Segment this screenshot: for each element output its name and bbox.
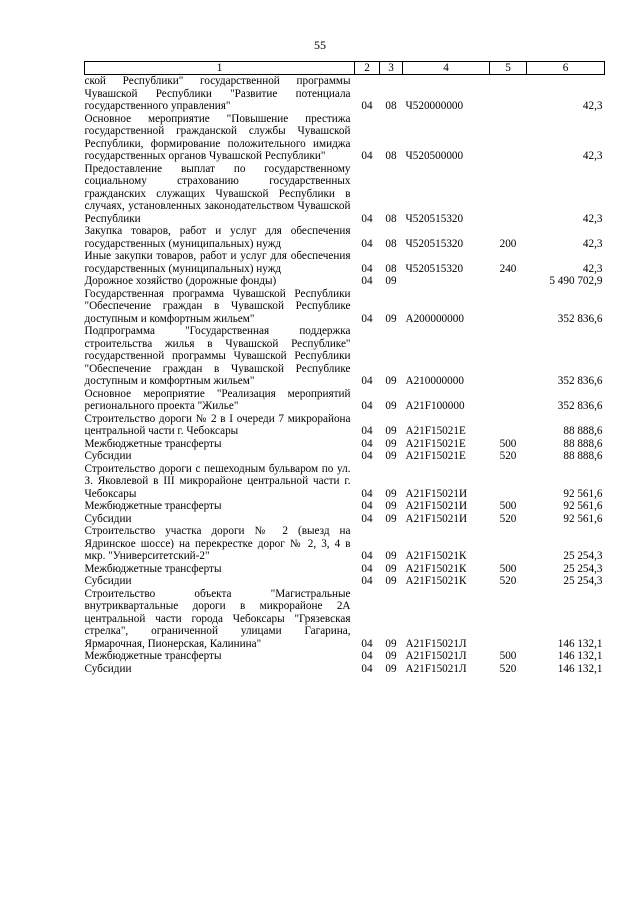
row-name: Строительство дороги с пешеходным бульваром по ул. З. Яковлевой в III микрорайоне центральной части г. Чебоксары (84, 462, 351, 500)
row-amount: 92 561,6 (563, 512, 603, 525)
row-section: 04 (361, 237, 373, 250)
row-amount: 146 132,1 (557, 637, 603, 650)
row-name: Строительство дороги № 2 в I очереди 7 микрорайона центральной части г. Чебоксары (84, 412, 351, 437)
table-row (85, 275, 605, 288)
header-col-expense-type: 5 (490, 62, 527, 75)
row-subsection: 09 (385, 650, 397, 662)
table-row (85, 388, 605, 413)
row-expense-type (490, 388, 527, 413)
header-col-amount: 6 (527, 62, 605, 75)
row-expense-type: 520 (499, 450, 517, 462)
budget-table (84, 61, 605, 675)
row-name: Государственная программа Чувашской Республики "Обеспечение граждан в Чувашской Республике доступным и комфортным жильем" (84, 287, 351, 325)
row-section: 04 (361, 100, 373, 112)
row-name: Подпрограмма "Государственная поддержка строительства жилья в Чувашской Республике" государственной программы Чувашской Республики "Обеспечение граждан в Чувашской Республике доступным и комфортным жильем" (84, 325, 351, 387)
row-expense-type (490, 288, 527, 326)
row-subsection: 09 (385, 487, 397, 500)
row-expense-type: 520 (499, 662, 517, 675)
row-amount: 25 254,3 (563, 562, 603, 575)
row-expense-type: 500 (499, 500, 517, 512)
row-target-code: Ч520515320 (405, 237, 464, 250)
row-expense-type: 520 (499, 575, 517, 587)
row-subsection: 09 (385, 437, 397, 450)
row-target-code: А210000000 (405, 375, 464, 387)
table-row (85, 663, 605, 676)
row-target-code: А21F15021Л (405, 662, 467, 675)
row-name: Субсидии (84, 575, 132, 587)
table-row (85, 225, 605, 250)
row-amount: 42,3 (582, 237, 603, 250)
row-target-code: А21F15021И (405, 512, 468, 525)
table-row (85, 163, 605, 226)
row-name: Субсидии (84, 512, 132, 525)
table-row (85, 588, 605, 651)
row-section: 04 (361, 400, 373, 412)
row-section: 04 (361, 562, 373, 575)
row-subsection: 09 (385, 550, 397, 562)
row-amount: 42,3 (582, 212, 603, 225)
page-number: 55 (314, 38, 326, 52)
row-expense-type (490, 113, 527, 163)
row-expense-type (490, 588, 527, 651)
row-expense-type (490, 413, 527, 438)
row-name: Межбюджетные трансферты (84, 650, 222, 662)
header-col-target-code: 4 (403, 62, 490, 75)
row-amount: 352 836,6 (557, 375, 603, 387)
row-subsection: 09 (385, 500, 397, 512)
row-section: 04 (361, 637, 373, 650)
row-section: 04 (361, 450, 373, 462)
table-row (85, 513, 605, 526)
table-row (85, 650, 605, 663)
row-expense-type: 500 (499, 437, 517, 450)
header-col-subsection: 3 (380, 62, 403, 75)
row-name: Строительство объекта "Магистральные внутриквартальные дороги в микрорайоне 2А центральной части города Чебоксары "Грязевская стрелка", ограниченной улицами Гагарина, Ярмарочная, Пионерская, Калинина" (84, 587, 351, 650)
row-expense-type: 500 (499, 650, 517, 662)
row-subsection: 08 (385, 262, 397, 275)
row-section: 04 (361, 512, 373, 525)
row-target-code: А21F15021Л (405, 650, 467, 662)
header-col-name: 1 (85, 62, 355, 75)
row-target-code: А21F15021К (405, 550, 467, 562)
row-amount: 146 132,1 (557, 650, 603, 662)
row-target-code: Ч520500000 (405, 150, 464, 162)
table-row (85, 463, 605, 501)
row-expense-type: 200 (499, 237, 517, 250)
row-target-code: А21F15021И (405, 500, 468, 512)
row-name: Субсидии (84, 450, 132, 462)
row-expense-type: 500 (499, 562, 517, 575)
row-amount: 5 490 702,9 (549, 275, 603, 287)
table-body (85, 75, 605, 676)
row-name: Основное мероприятие "Повышение престижа государственной гражданской службы Чувашской Республики, формирование положительного имиджа государственных органов Чувашской Республики" (84, 112, 351, 162)
row-amount: 92 561,6 (563, 487, 603, 500)
row-section: 04 (361, 375, 373, 387)
row-section: 04 (361, 212, 373, 225)
row-subsection: 09 (385, 562, 397, 575)
row-amount: 352 836,6 (557, 312, 603, 325)
row-expense-type (490, 463, 527, 501)
table-row (85, 525, 605, 563)
row-name: Иные закупки товаров, работ и услуг для обеспечения государственных (муниципальных) нужд (84, 250, 351, 275)
table-header (85, 62, 605, 75)
row-expense-type: 240 (499, 262, 517, 275)
row-name: Межбюджетные трансферты (84, 562, 222, 575)
row-amount: 146 132,1 (557, 662, 603, 675)
row-name: Строительство участка дороги № 2 (выезд на Ядринское шоссе) на перекрестке дорог № 2, 3, 4 в мкр. "Университетский-2" (84, 525, 351, 562)
row-subsection: 09 (385, 637, 397, 650)
row-section: 04 (361, 650, 373, 662)
row-target-code: А21F15021Е (405, 425, 466, 437)
row-target-code: Ч520000000 (405, 100, 464, 112)
row-expense-type (490, 75, 527, 113)
row-amount: 25 254,3 (563, 550, 603, 562)
row-amount: 88 888,6 (563, 425, 603, 437)
row-subsection: 09 (385, 450, 397, 462)
row-name: Предоставление выплат по государственному социальному страхованию государственных гражданских служащих Чувашской Республики в случаях, установленных законодательством Чувашской Республики (84, 162, 351, 225)
row-section: 04 (361, 312, 373, 325)
row-name: Межбюджетные трансферты (84, 500, 222, 512)
row-subsection: 09 (385, 275, 397, 287)
row-expense-type (490, 325, 527, 388)
row-subsection: 08 (385, 100, 397, 112)
row-subsection: 09 (385, 662, 397, 675)
row-section: 04 (361, 425, 373, 437)
row-name: Закупка товаров, работ и услуг для обеспечения государственных (муниципальных) нужд (84, 225, 351, 250)
row-section: 04 (361, 575, 373, 587)
row-target-code: А21F15021К (405, 575, 467, 587)
row-amount: 352 836,6 (557, 400, 603, 412)
row-expense-type (490, 275, 527, 288)
row-target-code: А21F100000 (405, 400, 465, 412)
row-section: 04 (361, 500, 373, 512)
row-section: 04 (361, 487, 373, 500)
table-row (85, 438, 605, 451)
row-name: Межбюджетные трансферты (84, 437, 222, 450)
row-subsection: 09 (385, 575, 397, 587)
table-row (85, 450, 605, 463)
row-subsection: 08 (385, 212, 397, 225)
row-expense-type (490, 163, 527, 226)
row-name: ской Республики" государственной программы Чувашской Республики "Развитие потенциала государственного управления" (84, 75, 351, 112)
row-section: 04 (361, 437, 373, 450)
row-name: Основное мероприятие "Реализация мероприятий регионального проекта "Жилье" (84, 387, 351, 412)
row-subsection: 09 (385, 400, 397, 412)
table-row (85, 288, 605, 326)
row-name: Дорожное хозяйство (дорожные фонды) (84, 275, 277, 287)
table-row (85, 75, 605, 113)
row-subsection: 08 (385, 150, 397, 162)
row-name: Субсидии (84, 662, 132, 675)
row-amount: 88 888,6 (563, 450, 603, 462)
row-target-code: А21F15021Е (405, 437, 466, 450)
row-section: 04 (361, 550, 373, 562)
row-subsection: 09 (385, 425, 397, 437)
row-subsection: 09 (385, 375, 397, 387)
row-expense-type: 520 (499, 512, 517, 525)
row-section: 04 (361, 275, 373, 287)
table-row (85, 563, 605, 576)
row-amount: 88 888,6 (563, 437, 603, 450)
table-row (85, 413, 605, 438)
header-col-section: 2 (355, 62, 380, 75)
table-row (85, 325, 605, 388)
row-section: 04 (361, 662, 373, 675)
table-row (85, 113, 605, 163)
row-amount: 42,3 (582, 100, 603, 112)
row-section: 04 (361, 262, 373, 275)
row-expense-type (490, 525, 527, 563)
row-subsection: 08 (385, 237, 397, 250)
row-amount: 92 561,6 (563, 500, 603, 512)
row-subsection: 09 (385, 312, 397, 325)
table-row (85, 250, 605, 275)
row-amount: 42,3 (582, 262, 603, 275)
row-target-code: А21F15021Л (405, 637, 467, 650)
row-amount: 25 254,3 (563, 575, 603, 587)
row-target-code: А200000000 (405, 312, 464, 325)
row-target-code: Ч520515320 (405, 212, 464, 225)
header-row (85, 62, 605, 75)
row-section: 04 (361, 150, 373, 162)
row-target-code (403, 275, 490, 288)
table-row (85, 575, 605, 588)
row-subsection: 09 (385, 512, 397, 525)
row-target-code: А21F15021И (405, 487, 468, 500)
row-amount: 42,3 (582, 150, 603, 162)
row-target-code: Ч520515320 (405, 262, 464, 275)
table-row (85, 500, 605, 513)
row-target-code: А21F15021К (405, 562, 467, 575)
row-target-code: А21F15021Е (405, 450, 466, 462)
